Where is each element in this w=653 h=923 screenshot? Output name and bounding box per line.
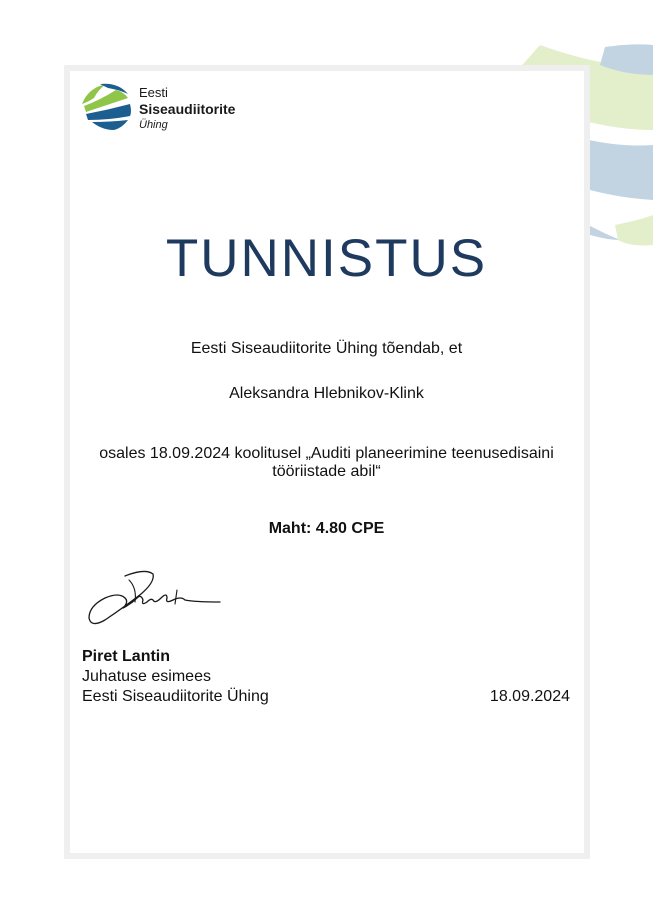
- recipient-name: Aleksandra Hlebnikov-Klink: [229, 385, 424, 402]
- logo-line-eesti: Eesti: [139, 85, 168, 100]
- signer-name: Piret Lantin: [82, 648, 171, 665]
- organization-logo: [80, 82, 250, 134]
- signer-organization: Eesti Siseaudiitorite Ühing: [82, 688, 269, 705]
- course-volume: Maht: 4.80 CPE: [268, 520, 385, 537]
- certification-statement: Eesti Siseaudiitorite Ühing tõendab, et: [190, 340, 463, 357]
- issue-date: 18.09.2024: [489, 688, 570, 705]
- signer-block: [82, 647, 269, 707]
- handwritten-signature: [85, 568, 230, 634]
- logo-line-uhing: Ühing: [139, 119, 168, 131]
- logo-text: [139, 85, 235, 133]
- signer-role: Juhatuse esimees: [82, 668, 211, 685]
- certificate-title: TUNNISTUS: [165, 229, 488, 288]
- logo-line-siseaudiitorite: Siseaudiitorite: [139, 101, 236, 117]
- course-description: osales 18.09.2024 koolitusel „Auditi planeerimine teenusedisaini tööriistade abil“: [99, 445, 554, 480]
- swoosh-globe-icon: [80, 82, 132, 132]
